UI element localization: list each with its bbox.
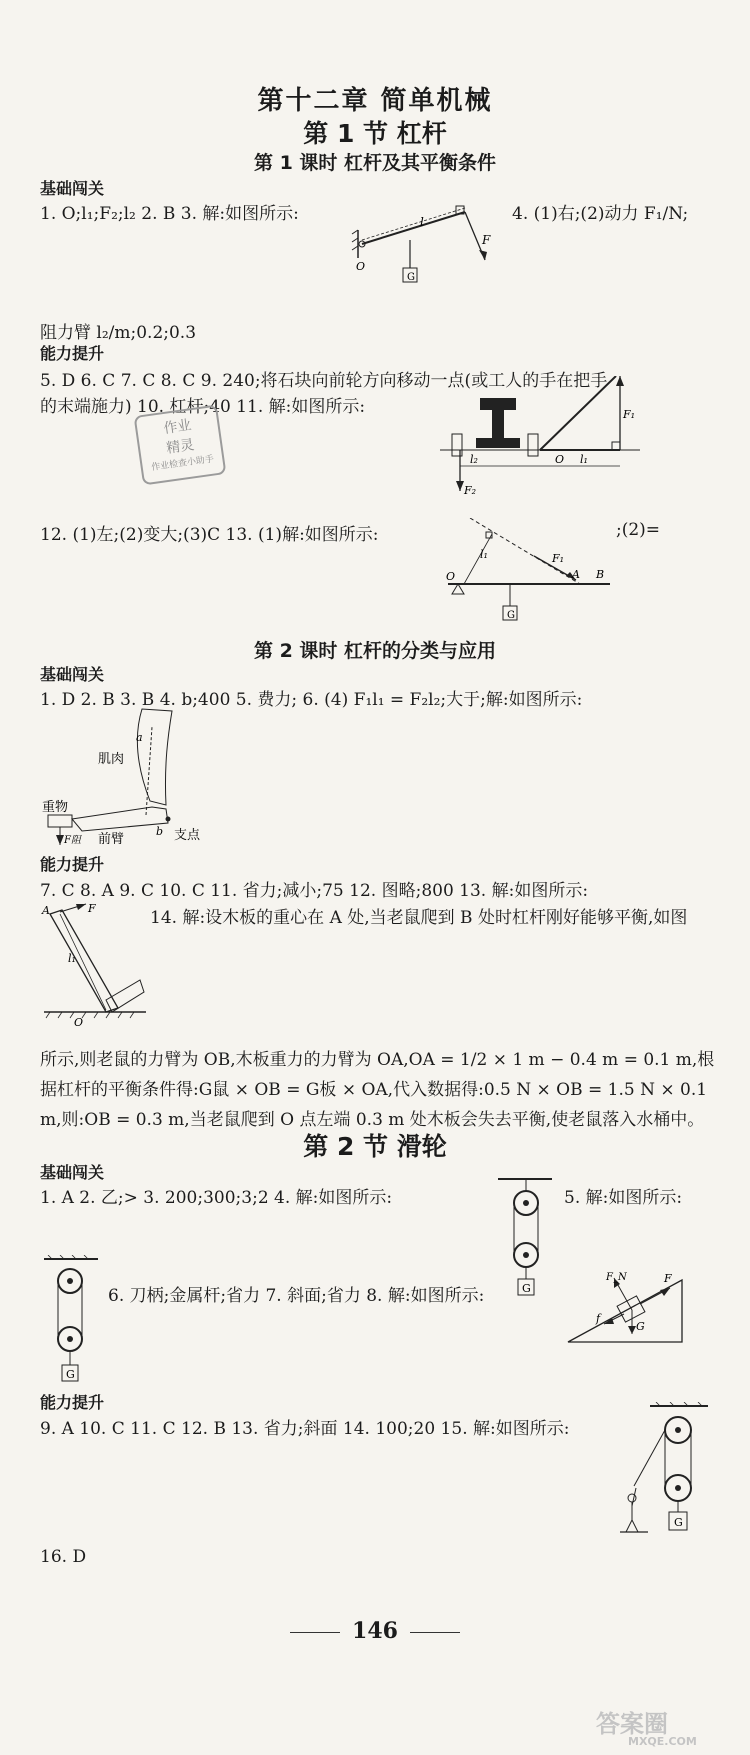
figure-label: B bbox=[596, 568, 605, 581]
figure-label: G bbox=[66, 1368, 75, 1381]
pulley-person-diagram bbox=[620, 1402, 710, 1542]
answer-line: 1. O;l₁;F₂;l₂ 2. B 3. 解:如图所示: bbox=[40, 204, 299, 224]
figure-label: 肌肉 bbox=[98, 752, 125, 767]
figure-label: F bbox=[664, 1272, 672, 1285]
figure-label: a bbox=[136, 731, 143, 744]
figure-label: F₂ bbox=[464, 484, 477, 497]
figure-label: O bbox=[356, 260, 366, 273]
figure-label: G bbox=[674, 1516, 683, 1529]
figure-label: l₁ bbox=[68, 952, 76, 965]
section-label-ability: 能力提升 bbox=[40, 855, 105, 874]
section-label-basic: 基础闯关 bbox=[40, 665, 105, 684]
figure-label: F bbox=[88, 902, 96, 915]
section-title: 第 1 节 杠杆 bbox=[303, 119, 447, 148]
figure-label: O bbox=[74, 1016, 84, 1028]
figure-label: l bbox=[420, 215, 424, 229]
section-label-ability: 能力提升 bbox=[40, 1393, 105, 1412]
figure-label: A bbox=[42, 904, 50, 917]
watermark: 答案圈 bbox=[596, 1710, 668, 1738]
lever-diagram bbox=[350, 200, 500, 318]
answer-line: ;(2)= bbox=[616, 520, 661, 540]
lever-diagram bbox=[40, 900, 150, 1028]
lever-diagram bbox=[440, 518, 630, 628]
section-label-basic: 基础闯关 bbox=[40, 179, 105, 198]
figure-label: F_N bbox=[606, 1272, 627, 1283]
figure-label: F bbox=[482, 233, 491, 247]
figure-label: 支点 bbox=[174, 828, 201, 843]
answer-line: 6. 刀柄;金属杆;省力 7. 斜面;省力 8. 解:如图所示: bbox=[108, 1286, 485, 1306]
figure-label: A bbox=[572, 568, 580, 581]
answer-line: 9. A 10. C 11. C 12. B 13. 省力;斜面 14. 100;20 15. 解:如图所示: bbox=[40, 1419, 570, 1439]
figure-label: F₁ bbox=[623, 408, 636, 421]
answer-line: 阻力臂 l₂/m;0.2;0.3 bbox=[40, 323, 197, 343]
incline-diagram bbox=[562, 1270, 692, 1350]
lesson-title: 第 1 课时 杠杆及其平衡条件 bbox=[253, 152, 497, 174]
page-number: 146 bbox=[0, 1618, 750, 1644]
figure-label: G bbox=[407, 272, 415, 283]
answer-line: 1. D 2. B 3. B 4. b;400 5. 费力; 6. (4) F₁l₁ = F₂l₂;大于;解:如图所示: bbox=[40, 690, 583, 710]
figure-label: O bbox=[446, 570, 456, 583]
answer-line: 的末端施力) 10. 杠杆;40 11. 解:如图所示: bbox=[40, 397, 366, 417]
figure-label: O bbox=[555, 453, 565, 466]
answer-line: 14. 解:设木板的重心在 A 处,当老鼠爬到 B 处时杠杆刚好能够平衡,如图 bbox=[150, 908, 688, 928]
answer-line: 1. A 2. 乙;> 3. 200;300;3;2 4. 解:如图所示: bbox=[40, 1188, 393, 1208]
answer-line: 7. C 8. A 9. C 10. C 11. 省力;减小;75 12. 图略;800 13. 解:如图所示: bbox=[40, 881, 589, 901]
answer-line: 4. (1)右;(2)动力 F₁/N; bbox=[512, 204, 689, 224]
rail-lever-diagram bbox=[440, 376, 640, 516]
chapter-title: 第十二章 简单机械 bbox=[257, 86, 493, 116]
section-title: 第 2 节 滑轮 bbox=[303, 1132, 447, 1161]
lesson-title: 第 2 课时 杠杆的分类与应用 bbox=[253, 640, 497, 662]
pulley-diagram bbox=[494, 1175, 556, 1305]
figure-label: f bbox=[596, 1312, 601, 1325]
solution-paragraph: 所示,则老鼠的力臂为 OB,木板重力的力臂为 OA,OA = 1/2 × 1 m − 0.4 m = 0.1 m,根据杠杆的平衡条件得:G鼠 × OB = G板 × OA,代入数据得:0.5 N × OB = 1.5 N × 0.1 m,则:OB = 0.3 m,当老鼠爬到 O 点左端 0.3 m 处木板会失去平衡,使老鼠落入水桶中。 bbox=[40, 1050, 715, 1130]
watermark-url: MXQE.COM bbox=[628, 1735, 697, 1748]
arm-diagram bbox=[42, 705, 222, 845]
figure-label: G bbox=[636, 1320, 645, 1333]
figure-label: F阻 bbox=[64, 835, 81, 845]
answer-line: 5. 解:如图所示: bbox=[564, 1188, 683, 1208]
figure-label: 前臂 bbox=[98, 832, 125, 845]
answer-line: 5. D 6. C 7. C 8. C 9. 240;将石块向前轮方向移动一点(或工人的手在把手 bbox=[40, 371, 608, 391]
stamp: 作业 精灵 作业检查小助手 bbox=[134, 404, 227, 485]
figure-label: l₂ bbox=[470, 453, 478, 466]
figure-label: G bbox=[507, 610, 515, 621]
figure-label: 重物 bbox=[42, 800, 69, 815]
section-label-basic: 基础闯关 bbox=[40, 1163, 105, 1182]
figure-label: l₁ bbox=[480, 548, 488, 561]
figure-label: l₁ bbox=[580, 453, 588, 466]
figure-label: b bbox=[156, 825, 164, 838]
answer-line: 12. (1)左;(2)变大;(3)C 13. (1)解:如图所示: bbox=[40, 525, 379, 545]
answer-line: 16. D bbox=[40, 1547, 87, 1567]
pulley-diagram bbox=[40, 1255, 102, 1395]
section-label-ability: 能力提升 bbox=[40, 344, 105, 363]
figure-label: G bbox=[522, 1282, 531, 1295]
figure-label: F₁ bbox=[552, 552, 565, 565]
